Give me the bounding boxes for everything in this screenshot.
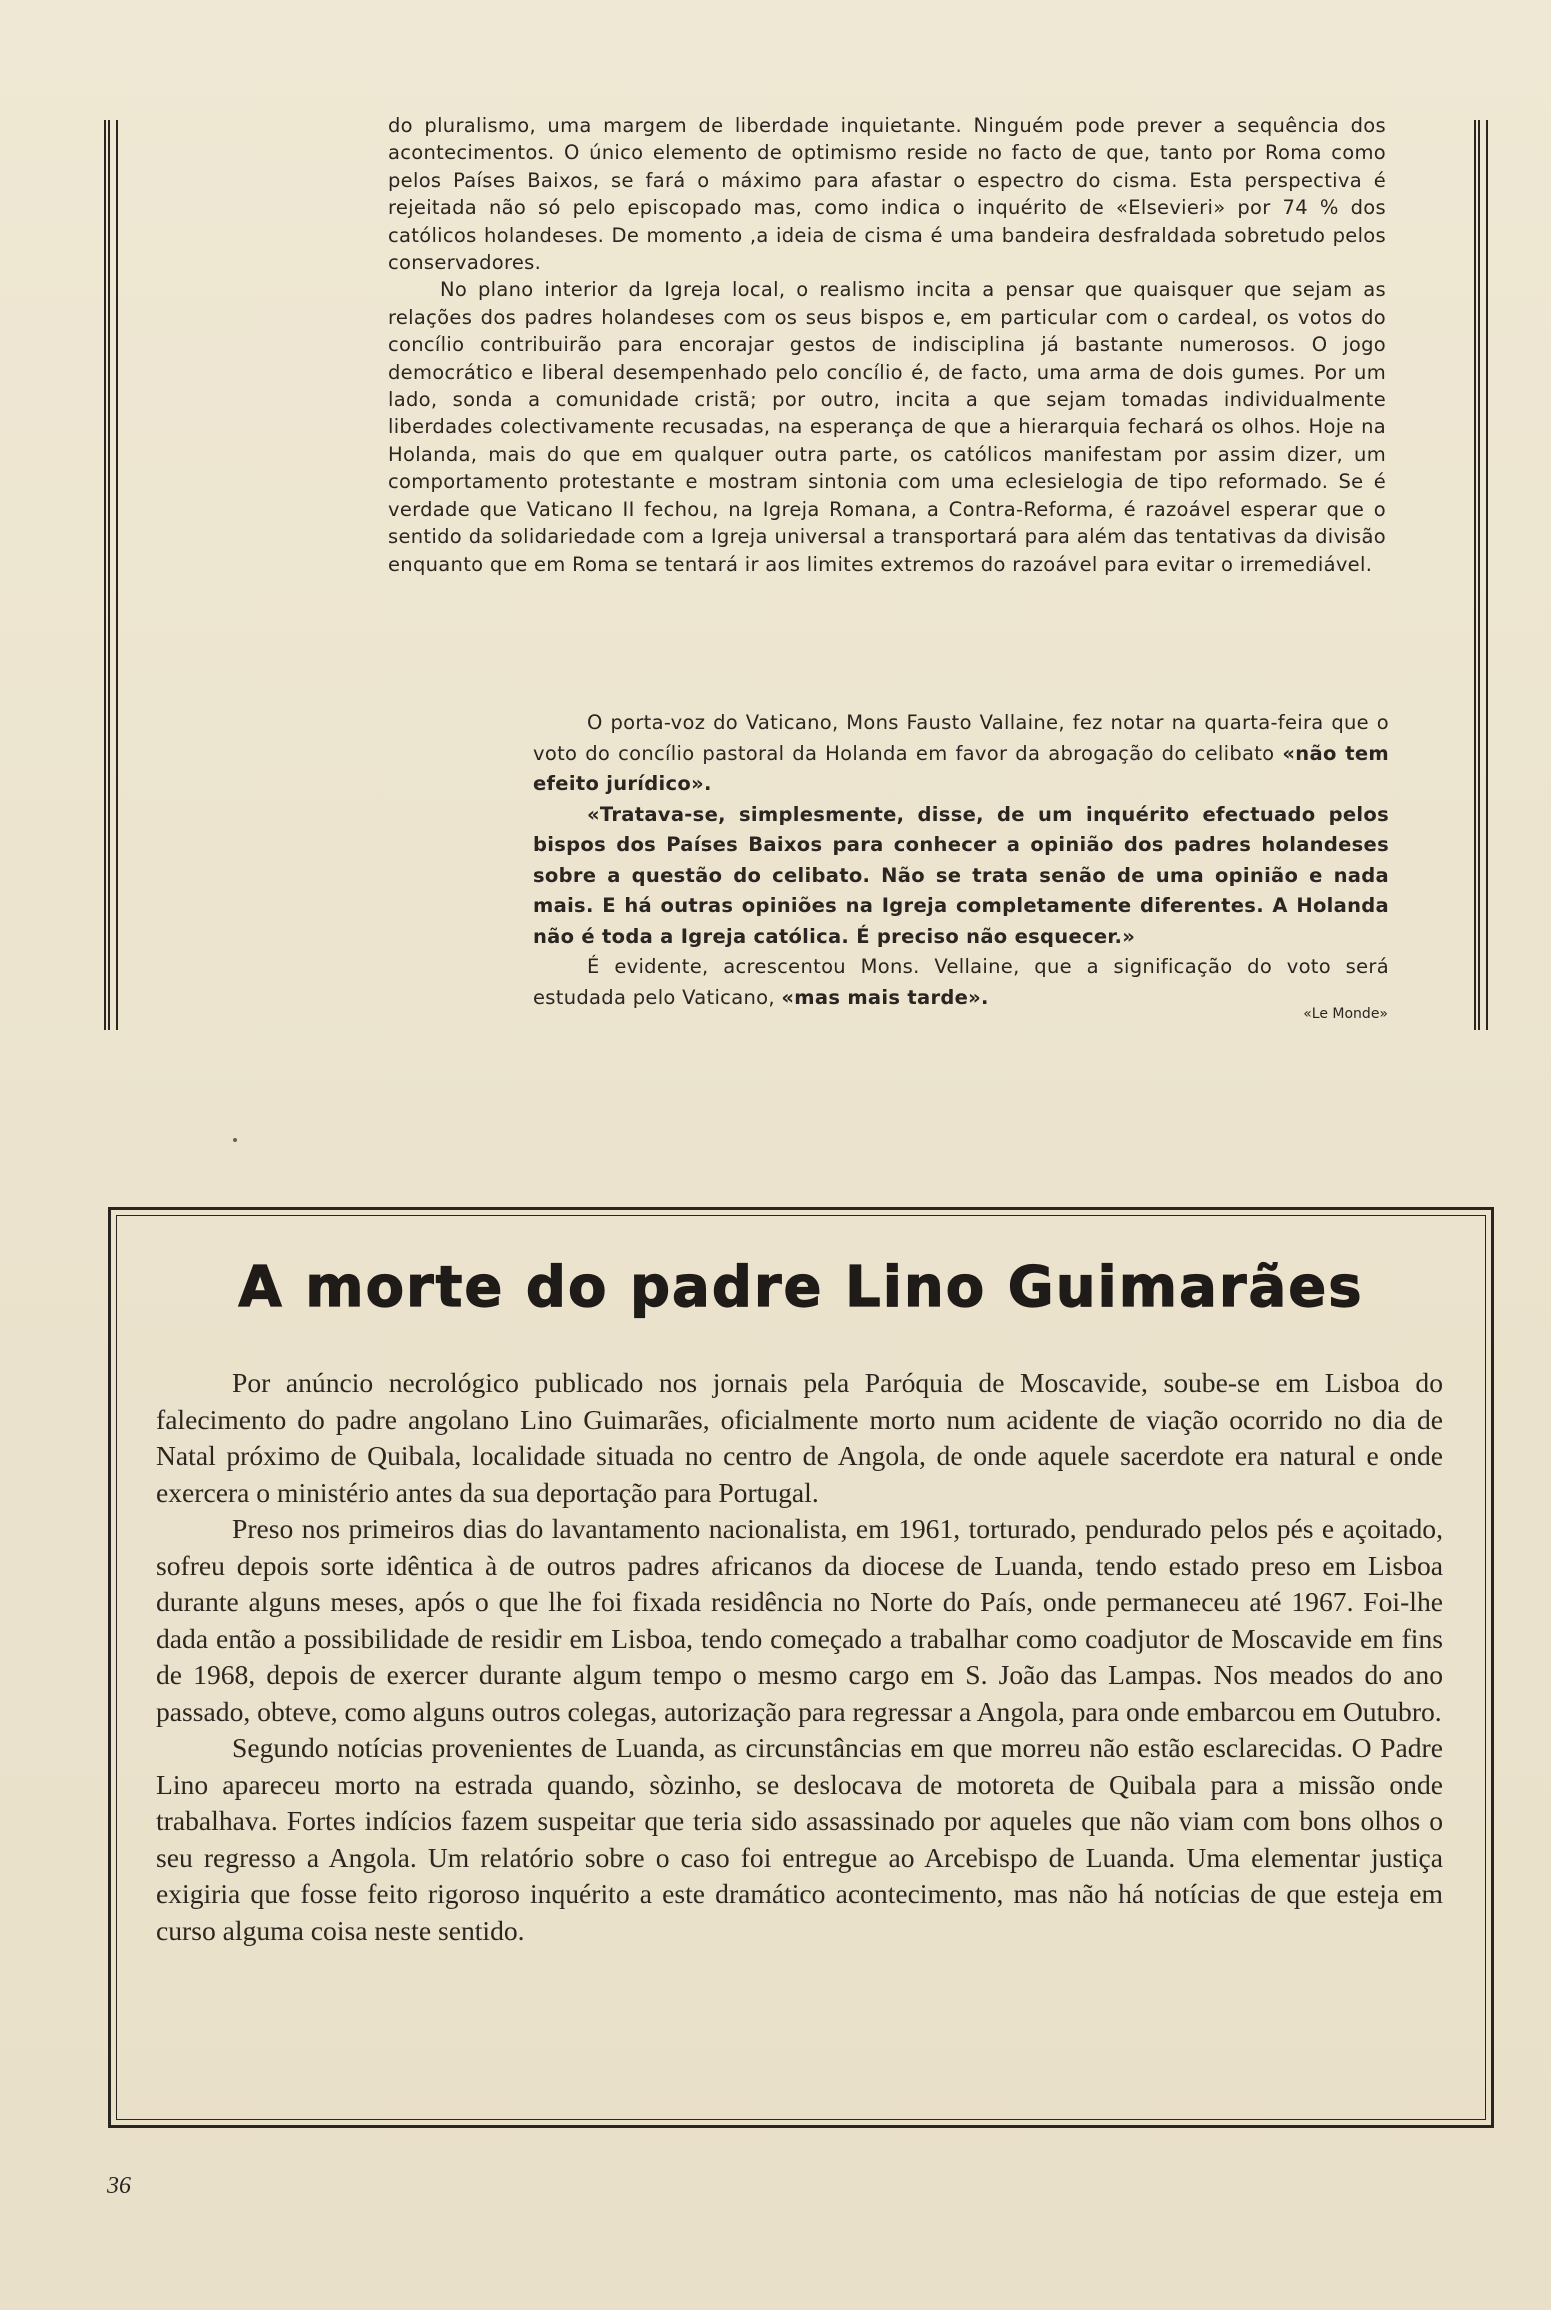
quote-paragraph-3 [533,952,1389,1013]
page-number: 36 [107,2173,131,2199]
paragraph: Por anúncio necrológico publicado nos jornais pela Paróquia de Moscavide, soube-se em Lisboa do falecimento do padre angolano Lino Guimarães, oficialmente morto num acidente de viação ocorrido no dia de Natal próximo de Quibala, localidade situada no centro de Angola, de onde aquele sacerdote era natural e onde exercera o ministério antes da sua deportação para Portugal. [156,1367,1443,1508]
source-attribution: «Le Monde» [1303,1006,1388,1022]
paragraph: Preso nos primeiros dias do lavantamento nacionalista, em 1961, torturado, pendurado pelos pés e açoitado, sofreu depois sorte idêntica à de outros padres africanos da diocese de Luanda, tendo estado preso em Lisboa durante alguns meses, após o que lhe foi fixada residência no Norte do País, onde permaneceu até 1967. Foi-lhe dada então a possibilidade de residir em Lisboa, tendo começado a trabalhar como coadjutor de Moscavide em fins de 1968, depois de exercer durante algum tempo o mesmo cargo em S. João das Lampas. Nos meados do ano passado, obteve, como alguns outros colegas, autorização para regressar a Angola, para onde embarcou em Outubro. [156,1513,1443,1727]
quote-bold: «não tem efeito jurídico». [533,741,1389,795]
quote-bold: «mas mais tarde». [781,985,989,1009]
article-body [156,1365,1443,1949]
paragraph: do pluralismo, uma margem de liberdade inquietante. Ninguém pode prever a sequência dos acontecimentos. O único elemento de optimismo reside no facto de que, tanto por Roma como pelos Países Baixos, se fará o máximo para afastar o espectro do cisma. Esta perspectiva é rejeitada não só pelo episcopado mas, como indica o inquérito de «Elsevieri» por 74 % dos católicos holandeses. De momento ,a ideia de cisma é uma bandeira desfraldada sobretudo pelos conservadores. [388,114,1386,275]
print-speck [233,1138,237,1142]
quote-text: É evidente, acrescentou Mons. Vellaine, que a significação do voto será estudada pelo Vaticano, [533,955,1389,1009]
paragraph: No plano interior da Igreja local, o realismo incita a pensar que quaisquer que sejam as relações dos padres holandeses com os seus bispos e, em particular com o cardeal, os votos do concílio contribuirão para encorajar gestos de indisciplina já bastante numerosos. O jogo democrático e liberal desempenhado pelo concílio é, de facto, uma arma de dois gumes. Por um lado, sonda a comunidade cristã; por outro, incita a que sejam tomadas individualmente liberdades colectivamente recusadas, na esperança de que a hierarquia fechará os olhos. Hoje na Holanda, mais do que em qualquer outra parte, os católicos manifestam por assim dizer, um comportamento protestante e mostram sintonia com uma eclesielogia de tipo reformado. Se é verdade que Vaticano II fechou, na Igreja Romana, a Contra-Reforma, é razoável esperar que o sentido da solidariedade com a Igreja universal a transportará para além das tentativas da divisão enquanto que em Roma se tentará ir aos limites extremos do razoável para evitar o irremediável. [388,278,1386,576]
quote-paragraph-2 [533,800,1389,953]
article-headline: A morte do padre Lino Guimarães [238,1255,1364,1320]
vatican-quote-block [533,708,1389,1013]
quote-paragraph-1 [533,708,1389,800]
top-article-continuation [388,112,1386,578]
right-column-rule [1474,120,1488,1030]
quote-bold: «Tratava-se, simplesmente, disse, de um inquérito efectuado pelos bispos dos Países Baixos para conhecer a opinião dos padres holandeses sobre a questão do celibato. Não se trata senão de uma opinião e nada mais. E há outras opiniões na Igreja completamente diferentes. A Holanda não é toda a Igreja católica. É preciso não esquecer.» [533,802,1389,948]
left-column-rule [104,120,118,1030]
paragraph: Segundo notícias provenientes de Luanda, as circunstâncias em que morreu não estão esclarecidas. O Padre Lino apareceu morto na estrada quando, sòzinho, se deslocava de motoreta de Quibala para a missão onde trabalhava. Fortes indícios fazem suspeitar que teria sido assassinado por aqueles que não viam com bons olhos o seu regresso a Angola. Um relatório sobre o caso foi entregue ao Arcebispo de Luanda. Uma elementar justiça exigiria que fosse feito rigoroso inquérito a este dramático acontecimento, mas não há notícias de que esteja em curso alguma coisa neste sentido. [156,1732,1443,1946]
quote-text: O porta-voz do Vaticano, Mons Fausto Vallaine, fez notar na quarta-feira que o voto do concílio pastoral da Holanda em favor da abrogação do celibato [533,711,1389,765]
